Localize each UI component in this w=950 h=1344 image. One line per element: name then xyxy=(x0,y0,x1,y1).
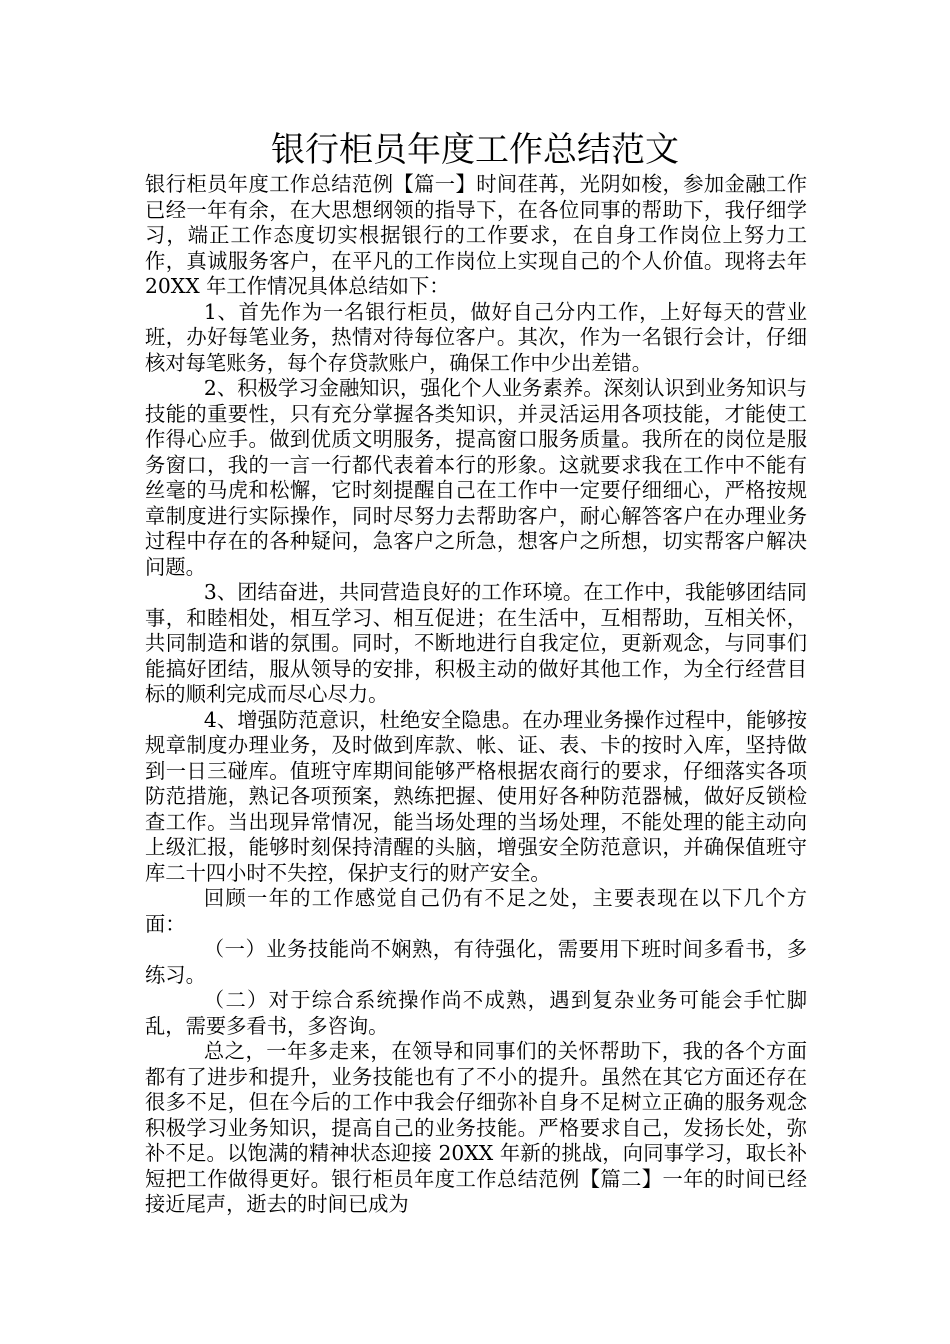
paragraph-item-2: 2、积极学习金融知识，强化个人业务素养。深刻认识到业务知识与技能的重要性，只有充分掌握各类知识，并灵活运用各项技能，才能使工作得心应手。做到优质文明服务，提高窗口服务质量。我所在的岗位是服务窗口，我的一言一行都代表着本行的形象。这就要求我在工作中不能有丝毫的马虎和松懈，它时刻提醒自己在工作中一定要仔细细心，严格按规章制度进行实际操作，同时尽努力去帮助客户，耐心解答客户在办理业务过程中存在的各种疑问，急客户之所急，想客户之所想，切实帮客户解决问题。 xyxy=(145,376,807,579)
paragraph-intro: 银行柜员年度工作总结范例【篇一】时间荏苒，光阴如梭，参加金融工作已经一年有余，在大思想纲领的指导下，在各位同事的帮助下，我仔细学习，端正工作态度切实根据银行的工作要求，在自身工作岗位上努力工作，真诚服务客户，在平凡的工作岗位上实现自己的个人价值。现将去年 20XX 年工作情况具体总结如下： xyxy=(145,172,807,298)
paragraph-shortcoming-1: （一）业务技能尚不娴熟，有待强化，需要用下班时间多看书，多练习。 xyxy=(145,937,807,987)
document-title: 银行柜员年度工作总结范文 xyxy=(271,130,679,170)
document-body xyxy=(145,172,807,1218)
paragraph-item-1: 1、首先作为一名银行柜员，做好自己分内工作，上好每天的营业班，办好每笔业务，热情对待每位客户。其次，作为一名银行会计，仔细核对每笔账务，每个存贷款账户，确保工作中少出差错。 xyxy=(145,299,807,375)
paragraph-conclusion: 总之，一年多走来，在领导和同事们的关怀帮助下，我的各个方面都有了进步和提升，业务技能也有了不小的提升。虽然在其它方面还存在很多不足，但在今后的工作中我会仔细弥补自身不足树立正确的服务观念积极学习业务知识，提高自己的业务技能。严格要求自己，发扬长处，弥补不足。以饱满的精神状态迎接 20XX 年新的挑战，向同事学习，取长补短把工作做得更好。银行柜员年度工作总结范例【篇二】一年的时间已经接近尾声，逝去的时间已成为 xyxy=(145,1039,807,1216)
paragraph-item-3: 3、团结奋进，共同营造良好的工作环境。在工作中，我能够团结同事，和睦相处，相互学习、相互促进；在生活中，互相帮助，互相关怀，共同制造和谐的氛围。同时，不断地进行自我定位，更新观念，与同事们能搞好团结，服从领导的安排，积极主动的做好其他工作，为全行经营目标的顺利完成而尽心尽力。 xyxy=(145,580,807,706)
paragraph-item-4: 4、增强防范意识，杜绝安全隐患。在办理业务操作过程中，能够按规章制度办理业务，及时做到库款、帐、证、表、卡的按时入库，坚持做到一日三碰库。值班守库期间能够严格根据农商行的要求，仔细落实各项防范措施，熟记各项预案，熟练把握、使用好各种防范器械，做好反锁检查工作。当出现异常情况，能当场处理的当场处理，不能处理的能主动向上级汇报，能够时刻保持清醒的头脑，增强安全防范意识，并确保值班守库二十四小时不失控，保护支行的财产安全。 xyxy=(145,707,807,885)
paragraph-shortcoming-2: （二）对于综合系统操作尚不成熟，遇到复杂业务可能会手忙脚乱，需要多看书，多咨询。 xyxy=(145,988,807,1038)
paragraph-review: 回顾一年的工作感觉自己仍有不足之处，主要表现在以下几个方面： xyxy=(145,886,807,936)
